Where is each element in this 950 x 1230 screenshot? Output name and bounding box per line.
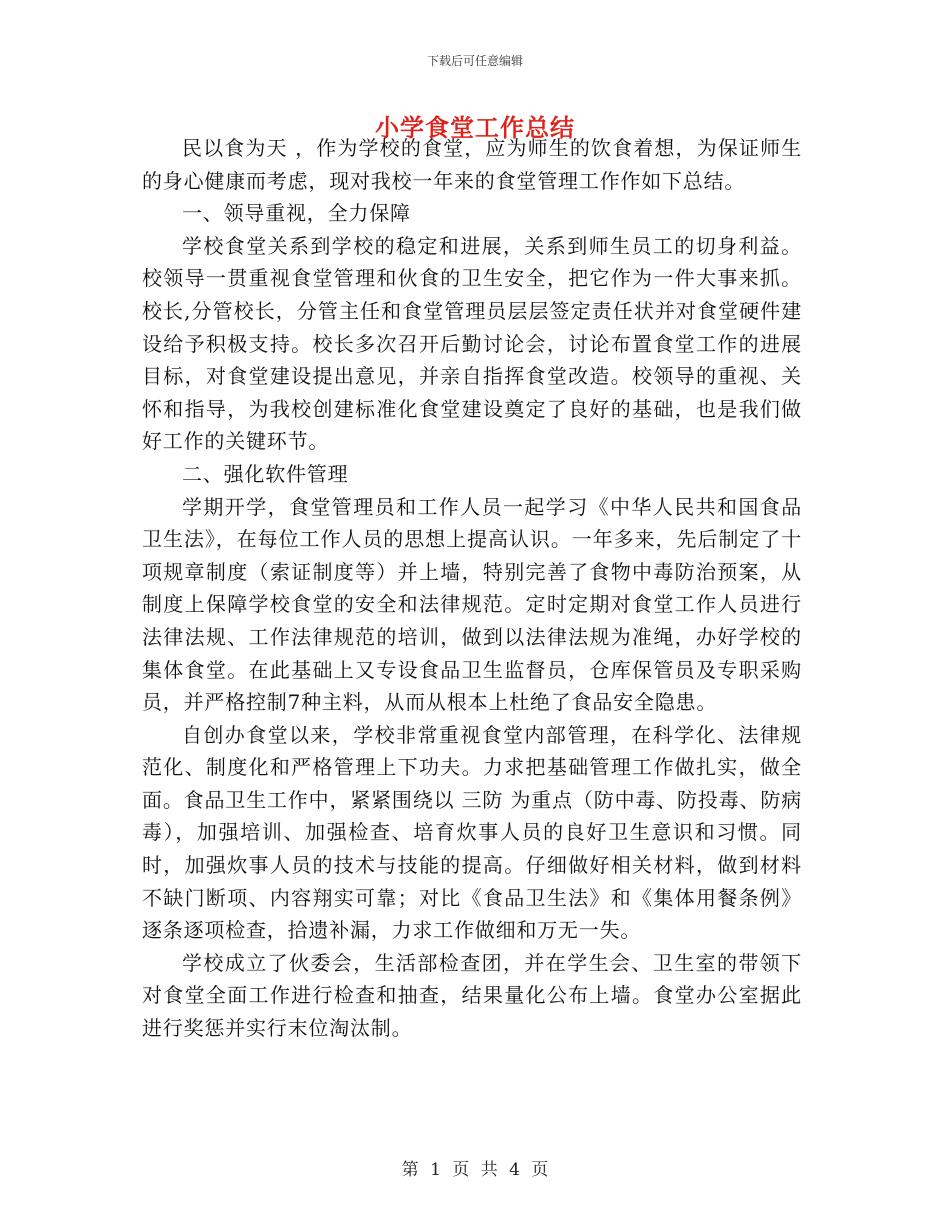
paragraph-management: 自创办食堂以来，学校非常重视食堂内部管理，在科学化、法律规范化、制度化和严格管理上下功夫。力求把基础管理工作做扎实，做全面。食品卫生工作中，紧紧围绕以 三防 为重点（防中毒、防投毒、防病毒），加强培训、加强检查、培育炊事人员的良好卫生意识和习惯。同时，加强炊事人员的技术与技能的提高。仔细做好相关材料，做到材料不缺门断项、内容翔实可靠；对比《食品卫生法》和《集体用餐条例》逐条逐项检查，拾遗补漏，力求工作做细和万无一失。 <box>142 722 802 943</box>
document-title: 小学食堂工作总结 <box>375 113 575 142</box>
document-body <box>142 132 802 1045</box>
paragraph-intro: 民以食为天 ，作为学校的食堂，应为师生的饮食着想，为保证师生的身心健康而考虑，现对我校一年来的食堂管理工作作如下总结。 <box>142 136 802 193</box>
paragraph-leadership: 学校食堂关系到学校的稳定和进展，关系到师生员工的切身利益。校领导一贯重视食堂管理和伙食的卫生安全，把它作为一件大事来抓。校长,分管校长，分管主任和食堂管理员层层签定责任状并对食堂硬件建设给予积极支持。校长多次召开后勤讨论会，讨论布置食堂工作的进展目标，对食堂建设提出意见，并亲自指挥食堂改造。校领导的重视、关怀和指导，为我校创建标准化食堂建设奠定了良好的基础，也是我们做好工作的关键环节。 <box>142 233 802 454</box>
header-note: 下载后可任意编辑 <box>426 54 523 68</box>
paragraph-regulations: 学期开学，食堂管理员和工作人员一起学习《中华人民共和国食品卫生法》，在每位工作人员的思想上提高认识。一年多来，先后制定了十项规章制度（索证制度等）并上墙，特别完善了食物中毒防治预案，从制度上保障学校食堂的安全和法律规范。定时定期对食堂工作人员进行法律法规、工作法律规范的培训，做到以法律法规为准绳，办好学校的集体食堂。在此基础上又专设食品卫生监督员，仓库保管员及专职采购员，并严格控制7种主料，从而从根本上杜绝了食品安全隐患。 <box>142 494 802 715</box>
paragraph-committee: 学校成立了伙委会，生活部检查团，并在学生会、卫生室的带领下对食堂全面工作进行检查和抽查，结果量化公布上墙。食堂办公室据此进行奖惩并实行末位淘汰制。 <box>142 950 802 1041</box>
page-number: 第 1 页 共 4 页 <box>401 1160 549 1180</box>
section-heading-2: 二、强化软件管理 <box>182 461 349 486</box>
section-heading-1: 一、领导重视，全力保障 <box>182 201 411 226</box>
